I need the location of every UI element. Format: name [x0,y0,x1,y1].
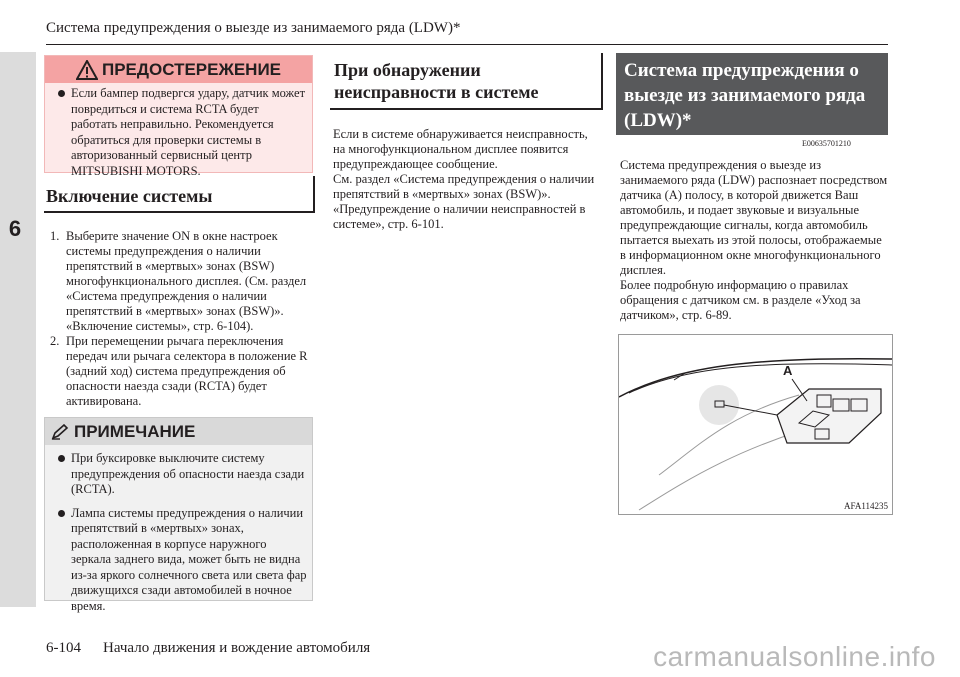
note-item-text: При буксировке выключите систему предупреждения об опасности наезда сзади (RCTA). [71,451,305,496]
step-text: Выберите значение ON в окне настроек системы предупреждения о наличии препятствий в «мертвых» зонах (BSW) многофункционального дисплея. (См. раздел «Система предупреждения о наличии препятствий в «мертвых» зонах (BSW)». «Включение системы», стр. 6-104). [66,229,307,333]
page-header-title: Система предупреждения о выезде из занимаемого ряда (LDW)* [46,20,461,36]
warning-list [45,86,307,179]
footer-title: Начало движения и вождение автомобиля [103,640,371,656]
note-list [45,451,307,622]
section-title-enable: Включение системы [44,176,315,213]
warning-title-bar [45,56,312,83]
ldw-paragraph: Более подробную информацию о правилах обращения с датчиком см. в разделе «Уход за датчиком», стр. 6-89. [620,278,861,322]
fault-paragraph: См. раздел «Система предупреждения о наличии препятствий в «мертвых» зонах (BSW)». «Предупреждение о наличии неисправностей в системе», стр. 6-101. [333,172,595,231]
fault-paragraph: Если в системе обнаруживается неисправность, на многофункциональном дисплее появится предупреждающее сообщение. [333,127,588,171]
section-title-ldw: Система предупреждения о выезде из занимаемого ряда (LDW)* [616,53,888,135]
page-number: 6-104 [46,640,81,656]
enable-steps [50,229,315,409]
fault-text [333,127,603,232]
chapter-number: 6 [8,216,22,241]
chapter-side-tab [0,52,36,607]
windshield-sensor-figure [618,334,893,515]
ldw-paragraph: Система предупреждения о выезде из занимаемого ряда (LDW) распознает посредством датчика (A) полосу, в которой движется Ваш автомобиль, и подает звуковые и визуальные предупреждающие сигналы, когда автомобиль пытается выехать из этой полосы, отображаемые в информационном окне многофункционального дисплея. [620,158,888,277]
note-item [45,506,307,615]
note-item [45,451,307,498]
section-code: E00635701210 [802,139,851,148]
step-item [50,229,315,334]
section-title-fault: При обнаружении неисправности в системе [330,53,603,110]
bullet-icon [58,510,65,517]
windshield-sensor-illustration [619,335,892,514]
step-number: 1. [50,229,60,243]
header-rule [46,44,888,45]
step-number: 2. [50,334,60,348]
ldw-text [620,158,888,323]
note-item-text: Лампа системы предупреждения о наличии препятствий в «мертвых» зонах, расположенная в корпусе наружного зеркала заднего вида, может быть не видна из-за яркого солнечного света или света фар движущихся сзади автомобилей в ночное время. [71,505,307,613]
warning-title: ПРЕДОСТЕРЕЖЕНИЕ [101,59,282,79]
watermark: carmanualsonline.info [653,641,936,672]
figure-callout-a: A [783,363,793,378]
note-title-bar [45,418,312,445]
bullet-icon [58,90,65,97]
warning-box [44,55,313,178]
warning-item-text: Если бампер подвергся удару, датчик может повредиться и система RCTA будет работать неправильно. Рекомендуется обратиться для проверки системы в авторизованный сервисный центр MITSUBISHI MOTORS. [71,86,306,178]
pencil-note-icon [51,424,69,440]
warning-triangle-icon [76,60,98,80]
step-item [50,334,315,409]
step-text: При перемещении рычага переключения передач или рычага селектора в положение R (задний ход) система предупреждения об опасности наезда сзади (RCTA) будет активирована. [66,334,308,408]
note-title: ПРИМЕЧАНИЕ [74,421,196,441]
bullet-icon [58,455,65,462]
figure-label: AFA114235 [843,501,888,511]
note-box [44,417,313,613]
warning-item [45,86,307,179]
